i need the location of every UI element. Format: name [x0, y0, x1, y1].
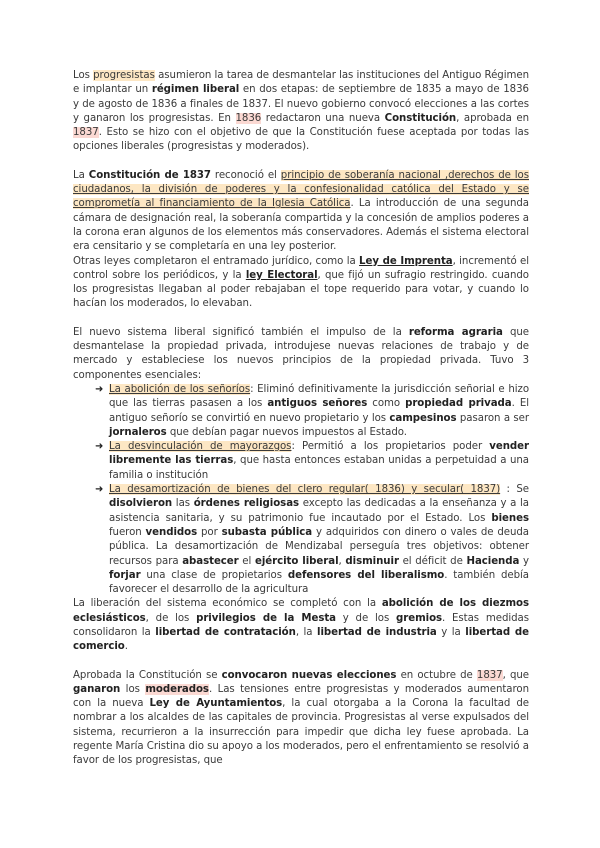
bold-term: propiedad privada — [405, 398, 512, 410]
bold-term: Hacienda — [466, 555, 520, 567]
bold-term: forjar — [109, 569, 141, 581]
paragraph-constitucion: La Constitución de 1837 reconoció el principio de soberanía nacional ,derechos de los ciudadanos, la división de poderes y la confesionalidad católica del Estado y se comprometía al financiamiento de la Iglesia Católica. La introducción de una segunda cámara de designación real, la soberanía compartida y la concesión de amplios poderes a la corona eran algunos de los elementos más conservadores. Además el sistema electoral era censitario y se completaría en una ley posterior. — [73, 169, 530, 253]
paragraph-reforma-agraria: El nuevo sistema liberal significó también el impulso de la reforma agraria que desmantelase la propiedad privada, introdujese nuevas relaciones de trabajo y de mercado y estableciese los nuevos principios de la propiedad privada. Tuvo 3 componentes esenciales: — [73, 326, 529, 381]
bold-term: órdenes religiosas — [193, 498, 300, 510]
paragraph-elecciones: Aprobada la Constitución se convocaron nuevas elecciones en octubre de 1837, que ganaron los moderados. Las tensiones entre progresistas y moderados aumentaron con la nueva Ley de Ayuntamientos, la cual otorgaba a la Corona la facultad de nombrar a los alcaldes de las capitales de provincia. Progresistas al verse expulsados del sistema, recurrieron a la insurrección para impedir que dicha ley fuese aprobada. La regente María Cristina dio su apoyo a los moderados, pero el enfrentamiento se resolvió a favor de los progresistas, que — [73, 669, 529, 767]
bold-term: defensores del liberalismo — [287, 569, 445, 581]
bold-term: libertad de industria — [317, 626, 437, 638]
arrow-right-icon: ➜ — [95, 484, 104, 496]
bold-term: abolición de los diezmos eclesiásticos — [73, 598, 529, 624]
highlight: progresistas — [93, 70, 155, 81]
bold-term: vender libremente las tierras — [109, 441, 529, 467]
bold-term: abastecer — [182, 555, 239, 567]
bold-term: reforma agraria — [408, 326, 503, 338]
highlight: 1836 — [235, 112, 262, 124]
highlight: 1837 — [73, 127, 99, 139]
components-list — [73, 383, 529, 597]
bold-term: libertad de contratación — [155, 626, 296, 638]
bold-term: disolvieron — [109, 498, 173, 510]
bold-term: Ley de Ayuntamientos — [149, 698, 283, 710]
list-item: ➜ La abolición de los señoríos: Eliminó definitivamente la jurisdicción señorial e hizo que las tierras pasasen a los antiguos señores como propiedad privada. El antiguo señorío se convirtió en nuevo propietario y los campesinos pasaron a ser jornaleros que debían pagar nuevos impuestos al Estado. — [95, 383, 529, 438]
highlight: La desamortización de bienes del clero regular( 1836) y secular( 1837) — [109, 484, 501, 496]
highlight: moderados — [145, 683, 209, 695]
bold-term: libertad de comercio — [73, 626, 530, 653]
paragraph-leyes: Otras leyes completaron el entramado jurídico, como la Ley de Imprenta, incrementó el control sobre los periódicos, y la ley Electoral, que fijó un sufragio restringido. cuando los progresistas llegaban al poder rebajaban el tope requerido para votar, y cuando lo hacían los moderados, lo elevaban. — [73, 255, 530, 310]
bold-term: privilegios de la Mesta — [196, 612, 336, 624]
document-body — [73, 69, 529, 769]
bold-term: campesinos — [389, 412, 457, 424]
bold-term: Ley de Imprenta — [359, 255, 453, 267]
bold-term: disminuir — [345, 555, 399, 567]
bold-term: Constitución — [384, 112, 457, 124]
highlight: principio de soberanía nacional ,derechos de los ciudadanos, la división de poderes y la confesionalidad católica del Estado y se comprometía al financiamiento de la Iglesia Católica — [73, 169, 529, 210]
arrow-right-icon: ➜ — [95, 441, 104, 453]
list-item: ➜ La desamortización de bienes del clero regular( 1836) y secular( 1837) : Se disolvieron las órdenes religiosas excepto las dedicadas a la enseñanza y a la asistencia sanitaria, y su patrimonio fue incautado por el Estado. Los bienes fueron vendidos por subasta pública y adquiridos con dinero o vales de deuda pública. La desamortización de Mendizabal perseguía tres objetivos: obtener recursos para abastecer el ejército liberal, disminuir el déficit de Hacienda y forjar una clase de propietarios defensores del liberalismo. también debía favorecer el desarrollo de la agricultura — [95, 484, 529, 596]
arrow-right-icon: ➜ — [95, 383, 104, 395]
bold-term: gremios — [396, 612, 443, 624]
highlight: La abolición de los señoríos — [109, 383, 251, 395]
bold-term: subasta pública — [221, 526, 313, 538]
bold-term: ley Electoral — [245, 269, 318, 281]
bold-term: vendidos — [145, 526, 198, 538]
list-item: ➜ La desvinculación de mayorazgos: Permitió a los propietarios poder vender libremente las tierras, que hasta entonces estaban unidas a perpetuidad a una familia o institución — [95, 441, 529, 481]
paragraph-liberacion: La liberación del sistema económico se completó con la abolición de los diezmos eclesiásticos, de los privilegios de la Mesta y de los gremios. Estas medidas consolidaron la libertad de contratación, la libertad de industria y la libertad de comercio. — [73, 598, 530, 653]
bold-term: ejército liberal — [254, 555, 339, 567]
bold-term: jornaleros — [109, 426, 167, 438]
bold-term: antiguos señores — [267, 398, 368, 410]
bold-term: convocaron nuevas elecciones — [221, 669, 397, 681]
highlight: 1837 — [476, 669, 503, 681]
bold-term: ganaron — [73, 683, 121, 695]
bold-term: régimen liberal — [151, 84, 240, 96]
bold-term: Constitución de 1837 — [88, 169, 211, 181]
highlight: La desvinculación de mayorazgos — [109, 441, 292, 453]
paragraph-progresistas: Los progresistas asumieron la tarea de desmantelar las instituciones del Antiguo Régimen e implantar un régimen liberal en dos etapas: de septiembre de 1835 a mayo de 1836 y de agosto de 1836 a finales de 1837. El nuevo gobierno convocó elecciones a las cortes y ganaron los progresistas. En 1836 redactaron una nueva Constitución, aprobada en 1837. Esto se hizo con el objetivo de que la Constitución fuese aceptada por todas las opciones liberales (progresistas y moderados). — [73, 70, 530, 153]
bold-term: bienes — [491, 512, 529, 524]
